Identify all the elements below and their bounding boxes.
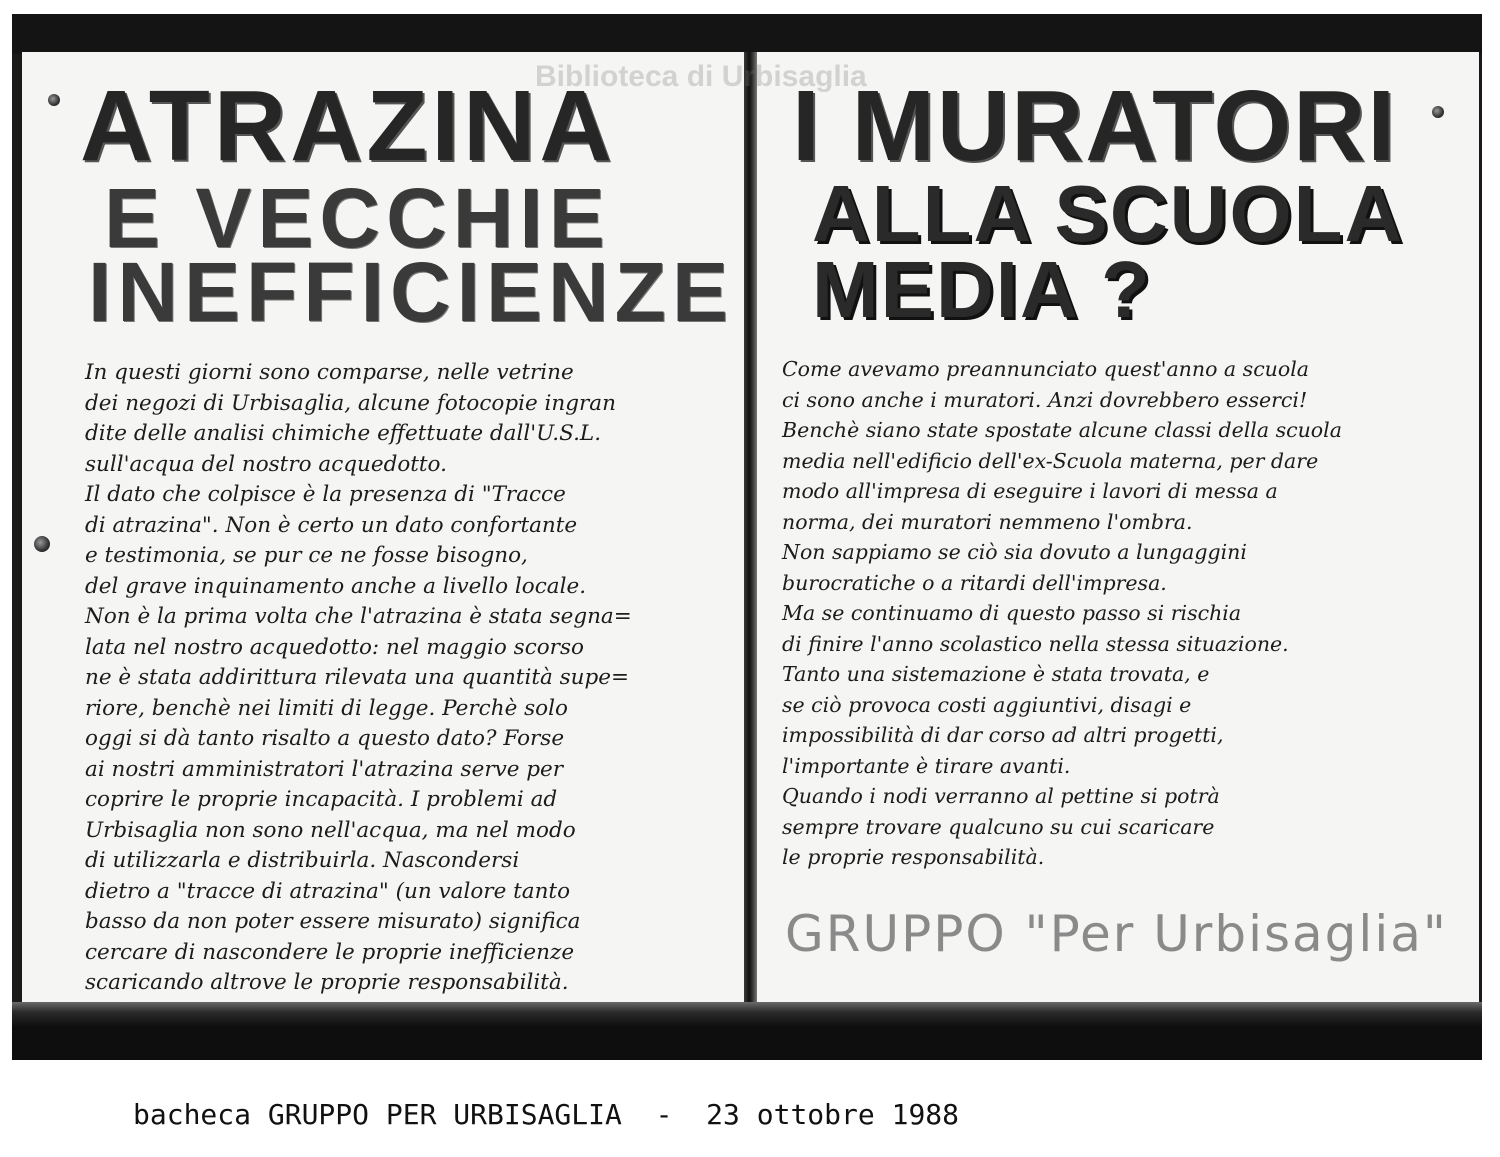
board-divider xyxy=(744,52,757,1022)
photo-caption: bacheca GRUPPO PER URBISAGLIA - 23 ottobre 1988 xyxy=(133,1098,960,1131)
right-body-line: burocratiche o a ritardi dell'impresa. xyxy=(782,570,1167,595)
left-body-line: dei negozi di Urbisaglia, alcune fotocopie ingran xyxy=(85,390,616,416)
right-body-line: Benchè siano state spostate alcune classi della scuola xyxy=(782,418,1342,442)
left-body-line: ai nostri amministratori l'atrazina serve per xyxy=(85,756,564,782)
right-body-line: media nell'edificio dell'ex-Scuola materna, per dare xyxy=(782,448,1319,473)
left-body-line: Urbisaglia non sono nell'acqua, ma nel modo xyxy=(85,817,576,843)
left-body-line: scaricando altrove le proprie responsabilità. xyxy=(85,970,569,995)
right-body-line: Tanto una sistemazione è stata trovata, e xyxy=(782,662,1210,686)
left-body-line: dite delle analisi chimiche effettuate dall'U.S.L. xyxy=(85,421,602,446)
group-signature: GRUPPO "Per Urbisaglia" xyxy=(785,905,1448,963)
right-body-line: se ciò provoca costi aggiuntivi, disagi e xyxy=(782,692,1192,717)
left-body-line: ne è stata addirittura rilevata una quantità supe= xyxy=(85,665,629,690)
right-body-line: Quando i nodi verranno al pettine si potrà xyxy=(782,784,1220,808)
right-body-line: ci sono anche i muratori. Anzi dovrebbero esserci! xyxy=(782,387,1308,412)
left-body-line: cercare di nascondere le proprie inefficienze xyxy=(85,939,575,965)
left-body-line: di atrazina". Non è certo un dato confortante xyxy=(85,512,578,538)
left-body-line: dietro a "tracce di atrazina" (un valore tanto xyxy=(85,878,571,904)
board-bottom-frame xyxy=(12,1002,1482,1060)
right-title-line-1: I MURATORI xyxy=(792,70,1398,182)
left-body-line: di utilizzarla e distribuirla. Nascondersi xyxy=(85,848,520,873)
left-body-text xyxy=(85,358,632,999)
left-body-line: Non è la prima volta che l'atrazina è stata segna= xyxy=(85,604,632,629)
library-watermark: Biblioteca di Urbisaglia xyxy=(535,60,867,93)
left-title-line-2: E VECCHIE xyxy=(104,171,611,265)
right-title-line-2: ALLA SCUOLA xyxy=(812,169,1405,258)
right-body-line: impossibilità di dar corso ad altri progetti, xyxy=(782,723,1224,747)
right-body-line: le proprie responsabilità. xyxy=(782,845,1045,869)
pin-icon xyxy=(1432,106,1444,118)
left-body-line: oggi si dà tanto risalto a questo dato? Forse xyxy=(85,726,565,751)
right-title-line-3: MEDIA ? xyxy=(812,245,1152,334)
left-body-line: In questi giorni sono comparse, nelle vetrine xyxy=(85,360,574,385)
right-body-line: Come avevamo preannunciato quest'anno a scuola xyxy=(782,357,1309,381)
right-body-line: norma, dei muratori nemmeno l'ombra. xyxy=(782,509,1193,534)
right-body-line: l'importante è tirare avanti. xyxy=(782,753,1071,778)
left-body-line: sull'acqua del nostro acquedotto. xyxy=(85,451,447,477)
right-body-text xyxy=(782,354,1342,873)
left-body-line: riore, benchè nei limiti di legge. Perchè solo xyxy=(85,695,568,721)
left-body-line: lata nel nostro acquedotto: nel maggio scorso xyxy=(85,634,584,660)
pin-icon xyxy=(34,536,50,552)
left-body-line: coprire le proprie incapacità. I problemi ad xyxy=(85,787,558,812)
left-body-line: basso da non poter essere misurato) significa xyxy=(85,909,581,934)
bulletin-board-photo xyxy=(12,14,1482,1060)
right-body-line: modo all'impresa di eseguire i lavori di messa a xyxy=(782,479,1278,503)
left-title-line-1: ATRAZINA xyxy=(80,70,616,182)
pin-icon xyxy=(48,94,60,106)
left-title-line-3: INEFFICIENZE xyxy=(88,245,735,339)
left-body-line: del grave inquinamento anche a livello locale. xyxy=(85,573,587,599)
left-body-line: e testimonia, se pur ce ne fosse bisogno, xyxy=(85,543,528,568)
right-body-line: Ma se continuamo di questo passo si rischia xyxy=(782,601,1242,625)
right-body-line: di finire l'anno scolastico nella stessa situazione. xyxy=(782,631,1289,656)
right-body-line: sempre trovare qualcuno su cui scaricare xyxy=(782,814,1215,839)
right-body-line: Non sappiamo se ciò sia dovuto a lungaggini xyxy=(782,540,1247,564)
left-body-line: Il dato che colpisce è la presenza di "Tracce xyxy=(85,482,566,507)
board-top-frame xyxy=(12,14,1482,54)
